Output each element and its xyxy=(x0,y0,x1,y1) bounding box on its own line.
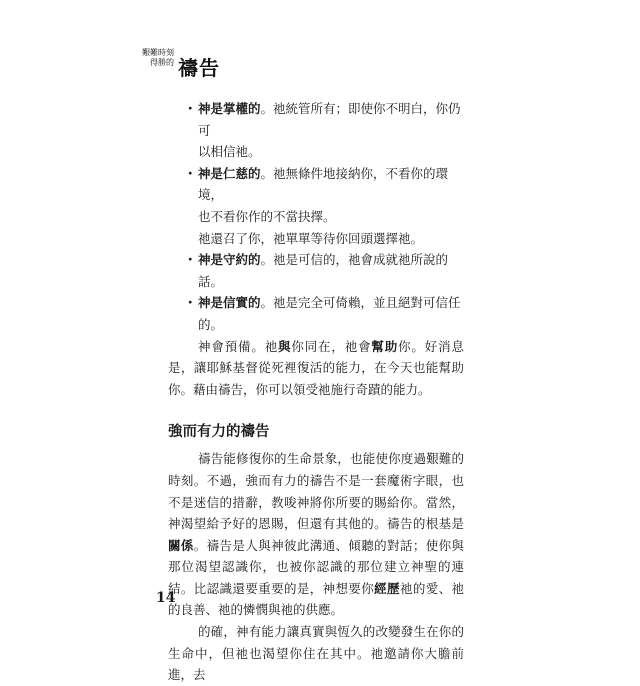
paragraph-emphasis: 關係 xyxy=(168,537,194,553)
paragraph-text: 。禱告是人與神彼此溝通、傾聽的對話；使你與那位渴望認識你，也被你認識的那位建立神聖的連結。比認識還要重要的是，神想要你 xyxy=(168,537,464,596)
paragraph: 的確，神有能力讓真實與恆久的改變發生在你的生命中，但祂也渴望你住在其中。祂邀請你大膽前進，去 xyxy=(168,624,464,683)
bullet-continuation: 以相信祂。 xyxy=(198,144,261,160)
bullet-item xyxy=(168,249,464,292)
bullet-continuation: 也不看你作的不當抉擇。 xyxy=(198,208,336,224)
bullet-bold-lead: 神是仁慈的 xyxy=(198,165,261,181)
bullet-continuation: 祂還召了你，祂單單等待你回頭選擇祂。 xyxy=(198,230,424,246)
running-header xyxy=(118,48,238,82)
bullet-text: 。祂是可信的，祂會成就祂所說的話。 xyxy=(198,252,449,289)
paragraph-text: 神會預備。祂 xyxy=(198,338,279,354)
bullet-continuation: 的。 xyxy=(198,316,224,332)
paragraph-text: 祂的愛、祂的良善、祂的憐憫與祂的供應。 xyxy=(168,580,464,618)
paragraph-emphasis: 經歷 xyxy=(374,580,400,596)
bullet-bold-lead: 神是信實的 xyxy=(198,295,261,311)
paragraph-text: 你。好消息是，讓耶穌基督從死裡復活的能力，在今天也能幫助你。藉由禱告，你可以領受祂施行奇蹟的能力。 xyxy=(168,338,464,397)
header-subtitle xyxy=(118,48,174,68)
bullet-dot: ・ xyxy=(184,252,197,268)
paragraph-text: 禱告能修復你的生命景象，也能使你度過艱難的時刻。不過，強而有力的禱告不是一套魔術字眼，也不是迷信的措辭，教唆神將你所要的賜給你。當然，神渴望給予好的恩賜，但還有其他的。禱告的根基是 xyxy=(168,451,464,532)
bullet-text: 。祂無條件地接納你，不看你的環境， xyxy=(198,165,449,203)
bullet-bold-lead: 神是掌權的 xyxy=(198,101,261,116)
paragraph xyxy=(168,336,464,401)
header-subtitle-line2: 得勝的 xyxy=(150,58,174,67)
page-number: 14 xyxy=(156,590,176,606)
bullet-text: 。祂是完全可倚賴，並且絕對可信任 xyxy=(260,295,461,311)
bullet-dot: ・ xyxy=(184,295,197,311)
bullet-bold-lead: 神是守約的 xyxy=(198,252,261,268)
bullet-dot: ・ xyxy=(184,165,197,181)
bullet-dot: ・ xyxy=(184,101,197,116)
page-body xyxy=(168,98,464,686)
paragraph xyxy=(168,448,464,621)
bullet-item xyxy=(168,292,464,314)
header-title: 禱告 xyxy=(178,56,220,80)
bullet-text: 。祂統管所有；即使你不明白，你仍可 xyxy=(198,101,461,138)
paragraph-text: 你同在，祂會 xyxy=(291,338,372,354)
section-heading: 強而有力的禱告 xyxy=(168,423,270,441)
bullet-item xyxy=(168,163,464,206)
bullet-item xyxy=(168,98,464,141)
paragraph-emphasis: 與 xyxy=(278,338,292,354)
header-subtitle-line1: 艱難時刻 xyxy=(142,48,174,57)
paragraph-emphasis: 幫助 xyxy=(371,338,399,354)
